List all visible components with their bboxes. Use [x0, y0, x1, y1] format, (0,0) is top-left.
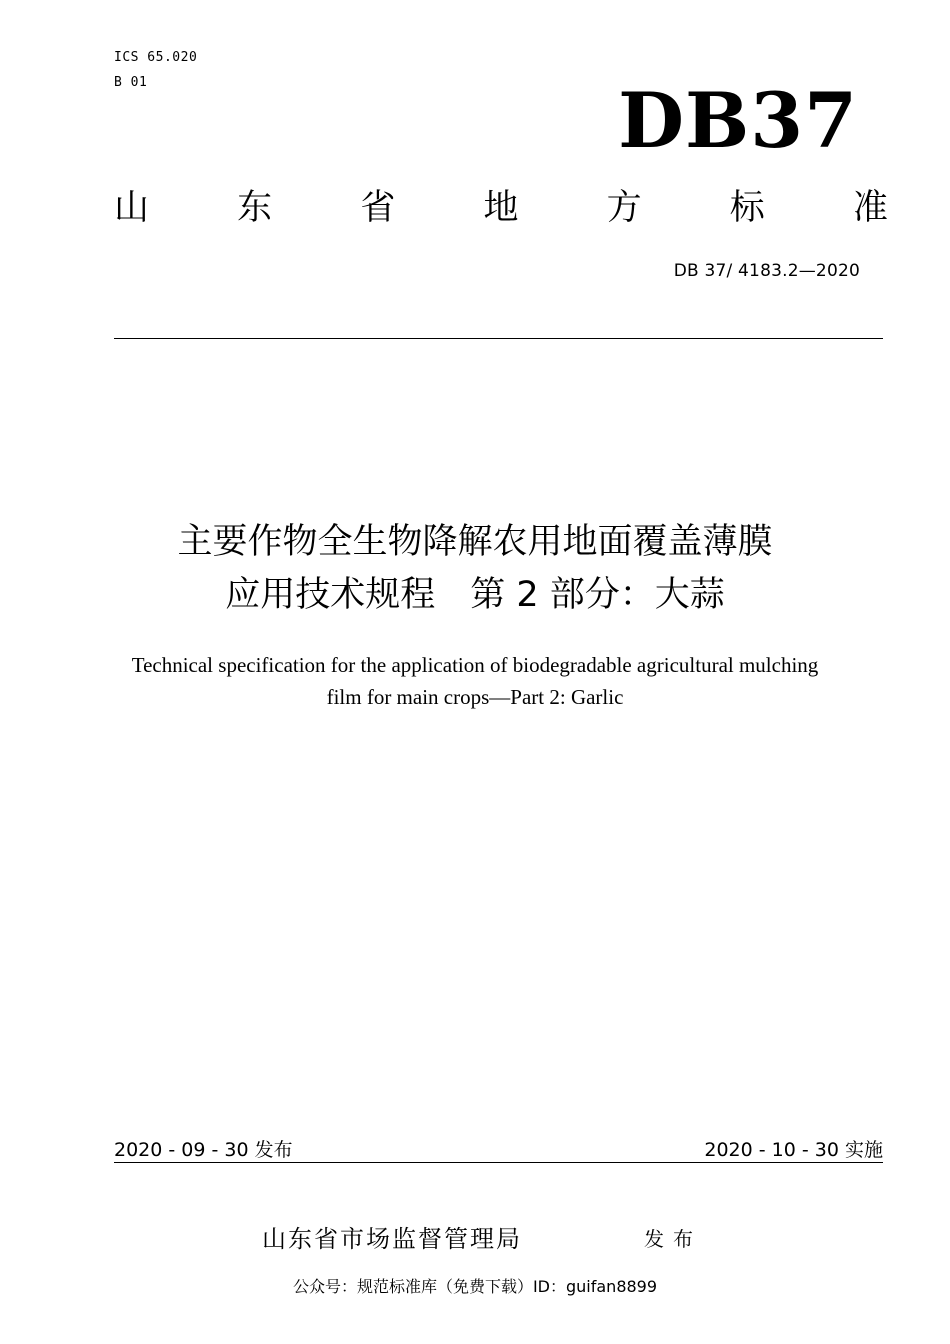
footer-note: 公众号：规范标准库（免费下载）ID：guifan8899: [292, 1277, 658, 1296]
issue-date: 2020 - 09 - 30 发布: [114, 1139, 293, 1161]
standard-type-char: 准: [852, 188, 888, 228]
standard-type-char: 山: [114, 188, 150, 228]
ccs-code: B 01: [114, 75, 148, 90]
standard-type-char: 东: [237, 188, 273, 228]
standard-type-char: 省: [360, 188, 396, 228]
header-divider: [114, 338, 883, 339]
title-en-line-2: film for main crops—Part 2: Garlic: [326, 685, 624, 709]
standard-number: DB 37/ 4183.2—2020: [673, 261, 860, 281]
publisher-name: 山东省市场监督管理局: [262, 1225, 522, 1253]
date-divider: [114, 1162, 883, 1163]
db-mark: DB37: [618, 76, 858, 165]
standard-type-heading: [114, 186, 888, 230]
standard-type-char: 地: [483, 188, 519, 228]
publish-label: 发布: [644, 1227, 702, 1251]
title-cn-line-1: 主要作物全生物降解农用地面覆盖薄膜: [177, 522, 773, 562]
standard-type-char: 方: [606, 188, 642, 228]
ics-code: ICS 65.020: [114, 50, 198, 65]
title-cn-line-2: 应用技术规程 第 2 部分：大蒜: [225, 575, 725, 615]
standard-type-char: 标: [729, 188, 765, 228]
title-en-line-1: Technical specification for the application of biodegradable agricultural mulching: [131, 653, 819, 677]
implementation-date: 2020 - 10 - 30 实施: [704, 1139, 883, 1161]
